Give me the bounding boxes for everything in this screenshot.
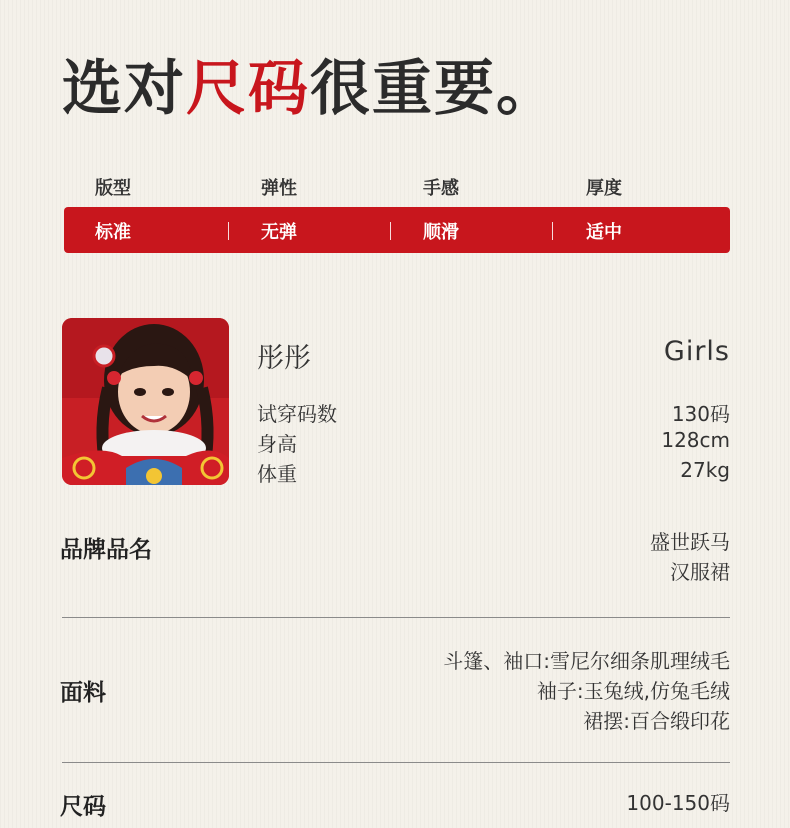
divider xyxy=(62,762,730,763)
fabric-line: 袖子:玉兔绒,仿兔毛绒 xyxy=(536,679,730,703)
brand-value xyxy=(650,527,730,587)
fabric-label: 面料 xyxy=(60,680,106,706)
page-title xyxy=(62,52,558,126)
size-label: 尺码 xyxy=(60,794,106,820)
weight-value: 27kg xyxy=(680,458,730,482)
attribute-value-elasticity: 无弹 xyxy=(261,222,297,243)
title-part-2: 很重要。 xyxy=(310,54,558,124)
fabric-line: 裙摆:百合缎印花 xyxy=(583,709,730,733)
attribute-value-feel: 顺滑 xyxy=(423,222,459,243)
attribute-header-row xyxy=(64,174,730,200)
model-name: 彤彤 xyxy=(257,343,311,374)
divider xyxy=(62,617,730,618)
trial-size-value: 130码 xyxy=(671,402,730,426)
size-value: 100-150码 xyxy=(626,791,730,815)
height-value: 128cm xyxy=(661,428,730,452)
attribute-value-cell xyxy=(392,207,558,253)
fabric-value xyxy=(443,646,730,736)
attribute-value-cell xyxy=(555,207,721,253)
attribute-value-cell xyxy=(64,207,230,253)
attribute-separator xyxy=(390,222,391,240)
brand-label: 品牌品名 xyxy=(60,537,152,563)
brand-line: 盛世跃马 xyxy=(650,530,730,554)
attribute-value-bar xyxy=(64,207,730,253)
attribute-value-fit: 标准 xyxy=(95,222,131,243)
height-label: 身高 xyxy=(257,432,297,456)
brand-line: 汉服裙 xyxy=(670,560,730,584)
trial-size-label: 试穿码数 xyxy=(257,402,337,426)
attribute-separator xyxy=(552,222,553,240)
title-part-1: 选对 xyxy=(62,54,186,124)
attribute-label-feel: 手感 xyxy=(423,178,459,199)
attribute-value-cell xyxy=(230,207,396,253)
weight-label: 体重 xyxy=(257,462,297,486)
attribute-label-fit: 版型 xyxy=(95,178,131,199)
attribute-label-thickness: 厚度 xyxy=(586,178,622,199)
attribute-value-thickness: 适中 xyxy=(586,222,622,243)
attribute-label-elasticity: 弹性 xyxy=(261,178,297,199)
fabric-line: 斗篷、袖口:雪尼尔细条肌理绒毛 xyxy=(443,649,730,673)
attribute-separator xyxy=(228,222,229,240)
model-gender: Girls xyxy=(663,336,730,367)
model-photo xyxy=(62,318,229,485)
title-accent: 尺码 xyxy=(186,54,310,124)
model-photo-illustration xyxy=(62,318,229,485)
